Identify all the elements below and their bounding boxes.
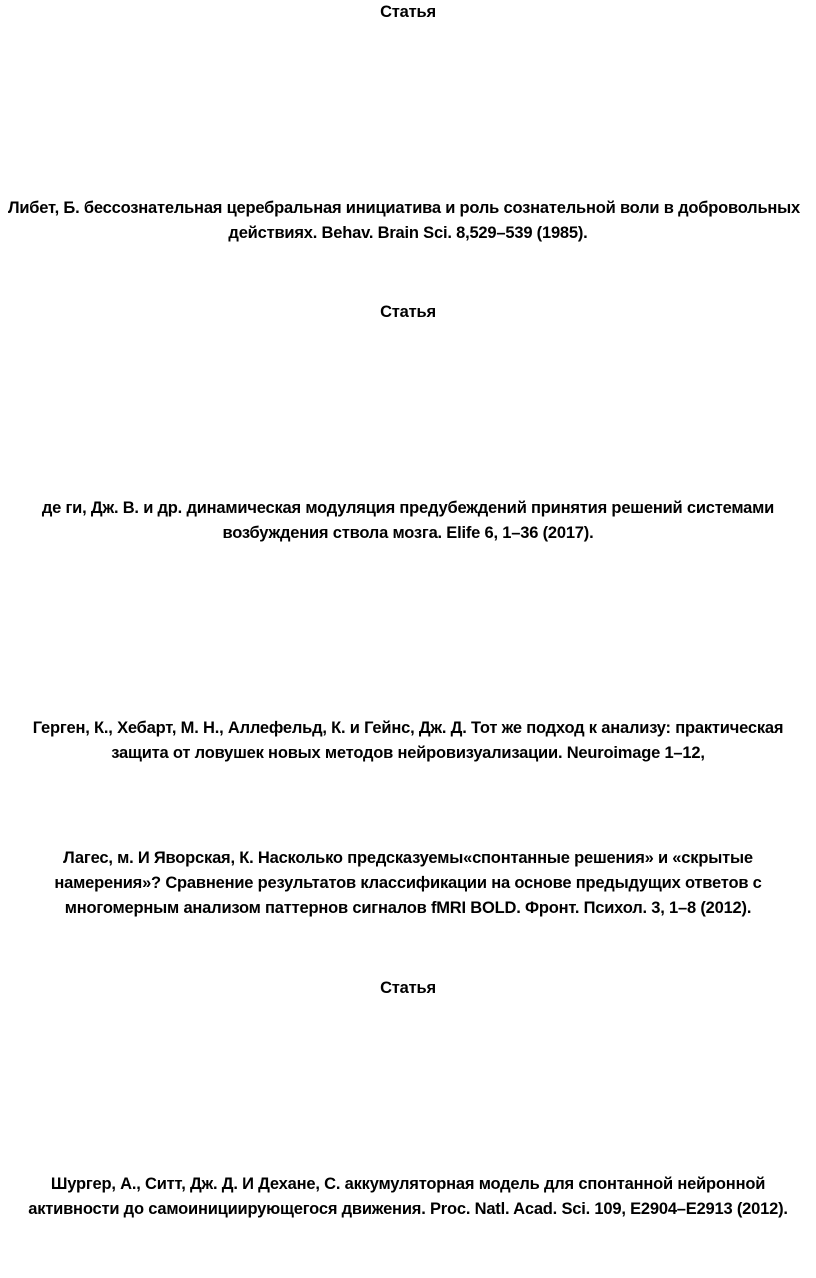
reference-line: действиях. Behav. Brain Sci. 8,529–539 (1985).: [228, 224, 588, 242]
reference-schurger: [0, 1172, 816, 1222]
reference-line: Герген, К., Хебарт, М. Н., Аллефельд, К. и Гейнс, Дж. Д. Тот же подход к анализу: практическая: [32, 719, 784, 737]
reference-line: защита от ловушек новых методов нейровизуализации. Neuroimage 1–12,: [111, 744, 705, 762]
reference-line: возбуждения ствола мозга. Elife 6, 1–36 (2017).: [222, 524, 594, 542]
section-label-article: Статья: [380, 979, 436, 997]
reference-line: Либет, Б. бессознательная церебральная инициатива и роль сознательной воли в добровольных: [7, 199, 801, 217]
reference-line: Лагес, м. И Яворская, К. Насколько предсказуемы«спонтанные решения» и «скрытые: [63, 849, 753, 867]
reference-line: Шургер, А., Ситт, Дж. Д. И Дехане, С. аккумуляторная модель для спонтанной нейронной: [50, 1175, 766, 1193]
reference-line: намерения»? Сравнение результатов классификации на основе предыдущих ответов с: [54, 874, 762, 892]
reference-lages: [0, 846, 816, 921]
reference-de-gee: [0, 496, 816, 546]
reference-libet: [0, 196, 816, 246]
reference-line: де ги, Дж. В. и др. динамическая модуляция предубеждений принятия решений системами: [41, 499, 775, 517]
section-label-article: Статья: [380, 303, 436, 321]
reference-line: многомерным анализом паттернов сигналов fMRI BOLD. Фронт. Психол. 3, 1–8 (2012).: [64, 899, 752, 917]
reference-line: активности до самоинициирующегося движения. Proc. Natl. Acad. Sci. 109, E2904–E2913 (2012).: [28, 1200, 788, 1218]
section-label-article: Статья: [380, 3, 436, 21]
reference-gorgen: [0, 716, 816, 766]
